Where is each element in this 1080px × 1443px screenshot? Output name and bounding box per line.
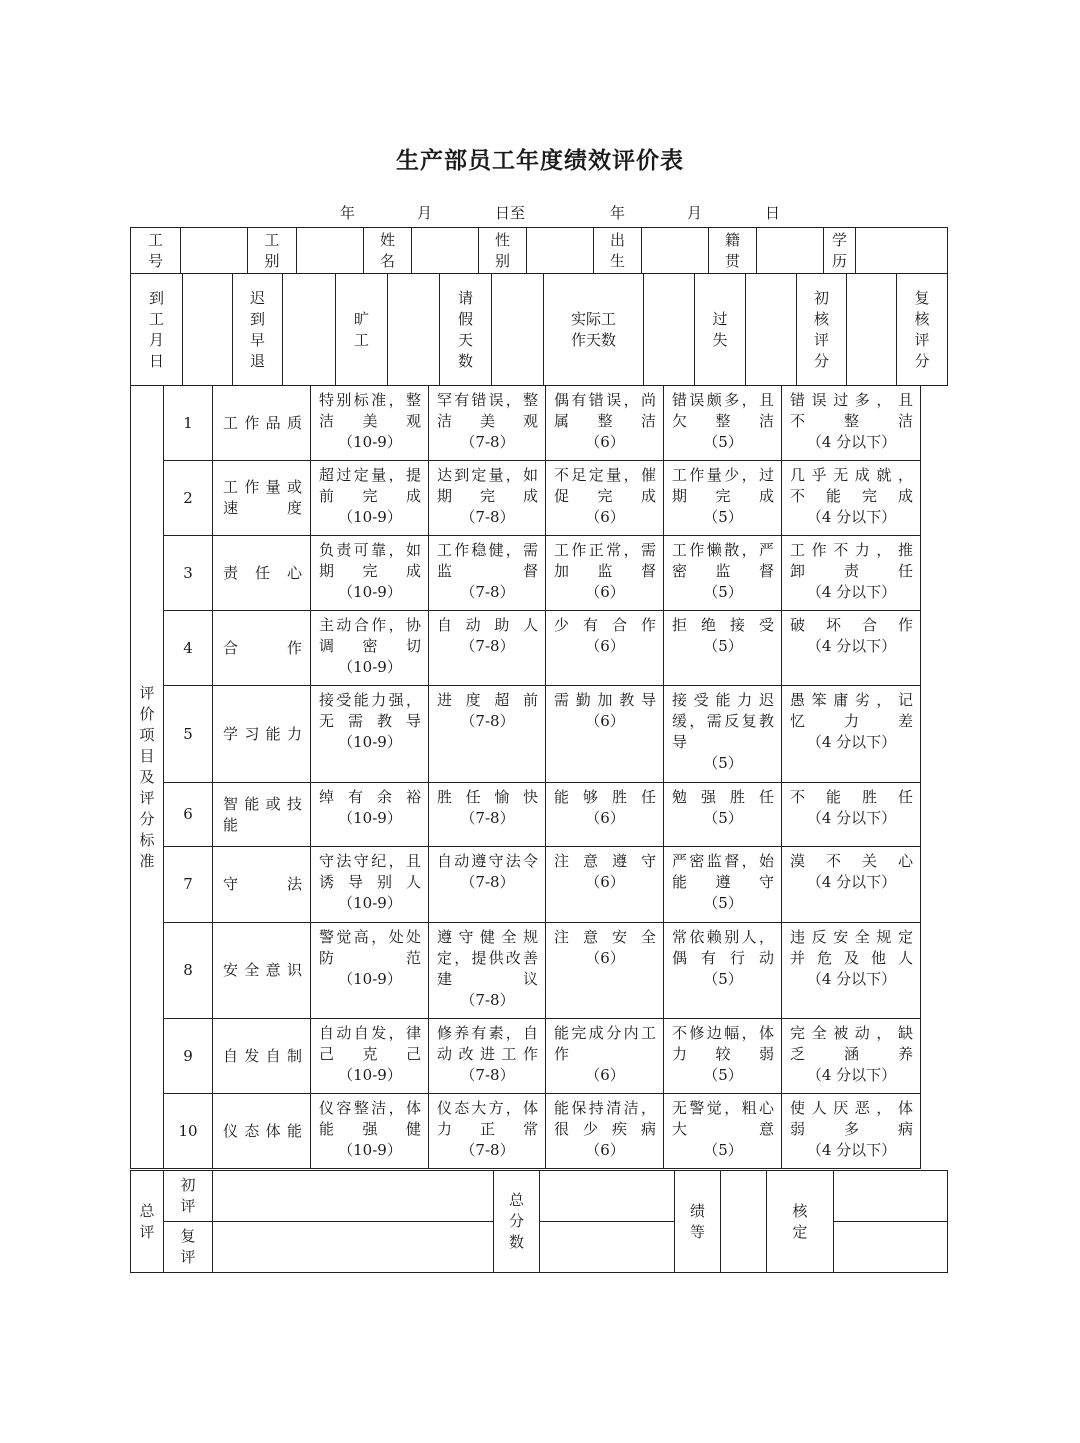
level-description: 自动遵守法令 — [437, 852, 538, 870]
label-fault: 过失 — [695, 274, 746, 386]
level-score: （10-9） — [338, 1141, 402, 1159]
field-employee-id[interactable] — [181, 228, 248, 274]
criteria-number: 2 — [164, 461, 213, 536]
level-score: （6） — [585, 712, 625, 730]
level-score: （4 分以下） — [806, 508, 897, 526]
date-year-from: 年 — [340, 204, 356, 222]
level-score: （10-9） — [338, 508, 402, 526]
field-initial-eval[interactable] — [213, 1171, 494, 1222]
level-description: 不足定量，催 — [554, 466, 656, 484]
criteria-level-cell — [311, 1094, 429, 1169]
level-score: （6） — [585, 809, 625, 827]
level-description: 使人厌恶，体 — [790, 1099, 913, 1117]
level-description: 偶 有 行 动 — [672, 949, 774, 967]
level-description: 洁 美 观 — [319, 412, 421, 430]
criteria-name: 工作品质 — [213, 386, 311, 461]
label-work-type: 工别 — [248, 228, 297, 274]
level-description: 违反安全规定 — [790, 928, 913, 946]
criteria-level-cell — [546, 1094, 664, 1169]
level-score: （4 分以下） — [806, 1066, 897, 1084]
criteria-level-cell — [546, 686, 664, 783]
level-description: 超过定量，提 — [319, 466, 421, 484]
criteria-level-cell — [429, 1019, 546, 1094]
criteria-row — [131, 686, 921, 783]
level-score: （10-9） — [338, 433, 402, 451]
summary-table — [130, 1170, 948, 1273]
level-score: （10-9） — [338, 658, 402, 676]
label-gender: 性别 — [479, 228, 527, 274]
level-score: （5） — [703, 637, 743, 655]
level-score: （6） — [585, 949, 625, 967]
level-description: 并 危 及 他 人 — [790, 949, 913, 967]
level-score: （6） — [585, 1141, 625, 1159]
level-score: （4 分以下） — [806, 637, 897, 655]
level-description: 自动自发，律 — [319, 1024, 421, 1042]
level-description: 常依赖别人， — [672, 928, 774, 946]
field-late-early[interactable] — [283, 274, 336, 386]
label-absent: 旷工 — [336, 274, 388, 386]
level-description: 守法守纪，且 — [319, 852, 421, 870]
level-description: 仪容整洁，体 — [319, 1099, 421, 1117]
level-description: 期 完 成 — [437, 487, 538, 505]
criteria-row — [131, 923, 921, 1019]
criteria-level-cell — [429, 386, 546, 461]
level-description: 不 整 洁 — [790, 412, 913, 430]
field-total-score-2[interactable] — [540, 1222, 675, 1273]
page-title: 生产部员工年度绩效评价表 — [396, 148, 684, 174]
criteria-level-cell — [782, 1019, 921, 1094]
level-score: （5） — [703, 894, 743, 912]
label-employee-id: 工号 — [131, 228, 181, 274]
date-month-to: 月 — [687, 204, 703, 222]
criteria-number: 10 — [164, 1094, 213, 1169]
level-score: （4 分以下） — [806, 809, 897, 827]
level-description: 偶有错误，尚 — [554, 391, 656, 409]
level-description: 遵 守 健 全 规 — [437, 928, 538, 946]
criteria-number: 8 — [164, 923, 213, 1019]
field-name[interactable] — [412, 228, 479, 274]
field-native-place[interactable] — [757, 228, 824, 274]
criteria-number: 5 — [164, 686, 213, 783]
label-grade: 绩等 — [675, 1171, 721, 1273]
field-leave-days[interactable] — [492, 274, 544, 386]
level-description: 工作量少，过 — [672, 466, 774, 484]
date-day-to: 日 — [765, 204, 781, 222]
criteria-level-cell — [546, 386, 664, 461]
level-score: （7-8） — [460, 508, 515, 526]
level-description: 胜任愉快 — [437, 788, 538, 806]
criteria-level-cell — [546, 783, 664, 847]
attendance-table — [130, 273, 948, 386]
criteria-row — [131, 847, 921, 923]
label-overall: 总评 — [131, 1171, 164, 1273]
criteria-name: 守 法 — [213, 847, 311, 923]
field-review-eval[interactable] — [213, 1222, 494, 1273]
level-description: 诱 导 别 人 — [319, 873, 421, 891]
level-description: 能 遵 守 — [672, 873, 774, 891]
level-description: 前 完 成 — [319, 487, 421, 505]
level-score: （7-8） — [460, 583, 515, 601]
level-description: 防 范 — [319, 949, 421, 967]
level-description: 无 需 教 导 — [319, 712, 421, 730]
criteria-level-cell — [664, 847, 782, 923]
label-native-place: 籍贯 — [709, 228, 757, 274]
level-score: （6） — [585, 433, 625, 451]
criteria-row — [131, 783, 921, 847]
level-description: 少有合作 — [554, 616, 656, 634]
level-score: （5） — [703, 508, 743, 526]
criteria-number: 4 — [164, 611, 213, 686]
info-table — [130, 227, 948, 274]
level-description: 大 意 — [672, 1120, 774, 1138]
level-description: 需 勤 加 教 导 — [554, 691, 656, 709]
level-score: （7-8） — [460, 873, 515, 891]
criteria-name: 安全意识 — [213, 923, 311, 1019]
criteria-row — [131, 1019, 921, 1094]
level-score: （4 分以下） — [806, 433, 897, 451]
level-description: 工作不力，推 — [790, 541, 913, 559]
criteria-level-cell — [429, 1094, 546, 1169]
criteria-name: 合 作 — [213, 611, 311, 686]
level-description: 能够胜任 — [554, 788, 656, 806]
level-description: 注意安全 — [554, 928, 656, 946]
level-description: 勉强胜任 — [672, 788, 774, 806]
level-description: 很 少 疾 病 — [554, 1120, 656, 1138]
level-description: 仪态大方，体 — [437, 1099, 538, 1117]
level-description: 工作正常，需 — [554, 541, 656, 559]
criteria-level-cell — [311, 923, 429, 1019]
field-verify-1[interactable] — [834, 1171, 948, 1222]
level-description: 自动助人 — [437, 616, 538, 634]
criteria-level-cell — [782, 847, 921, 923]
label-total-score: 总分数 — [494, 1171, 540, 1273]
criteria-name: 责 任 心 — [213, 536, 311, 611]
level-score: （5） — [703, 1141, 743, 1159]
criteria-level-cell — [311, 847, 429, 923]
criteria-number: 6 — [164, 783, 213, 847]
level-description: 力 较 弱 — [672, 1045, 774, 1063]
field-attendance-days[interactable] — [183, 274, 233, 386]
level-description: 欠 整 洁 — [672, 412, 774, 430]
label-review-score: 复核评分 — [897, 274, 948, 386]
criteria-level-cell — [664, 611, 782, 686]
field-verify-2[interactable] — [834, 1222, 948, 1273]
level-description: 导 — [672, 733, 688, 751]
criteria-level-cell — [664, 461, 782, 536]
criteria-level-cell — [546, 847, 664, 923]
level-description: 作 — [554, 1045, 570, 1063]
level-score: （7-8） — [460, 712, 515, 730]
criteria-level-cell — [429, 536, 546, 611]
level-score: （4 分以下） — [806, 873, 897, 891]
level-description: 完全被动，缺 — [790, 1024, 913, 1042]
criteria-level-cell — [311, 686, 429, 783]
level-score: （10-9） — [338, 583, 402, 601]
level-score: （10-9） — [338, 894, 402, 912]
label-name: 姓名 — [364, 228, 412, 274]
level-score: （10-9） — [338, 809, 402, 827]
field-grade[interactable] — [721, 1171, 767, 1273]
level-description: 能 强 健 — [319, 1120, 421, 1138]
criteria-level-cell — [429, 686, 546, 783]
criteria-name: 学习能力 — [213, 686, 311, 783]
field-initial-score[interactable] — [847, 274, 897, 386]
level-description: 修养有素，自 — [437, 1024, 538, 1042]
level-score: （5） — [703, 809, 743, 827]
criteria-number: 7 — [164, 847, 213, 923]
level-description: 属 整 洁 — [554, 412, 656, 430]
criteria-level-cell — [311, 536, 429, 611]
level-score: （4 分以下） — [806, 733, 897, 751]
criteria-level-cell — [782, 923, 921, 1019]
field-gender[interactable] — [527, 228, 594, 274]
criteria-level-cell — [782, 386, 921, 461]
level-description: 力 正 常 — [437, 1120, 538, 1138]
field-birth[interactable] — [642, 228, 709, 274]
level-description: 进 度 超 前 — [437, 691, 538, 709]
criteria-level-cell — [664, 686, 782, 783]
criteria-number: 1 — [164, 386, 213, 461]
criteria-number: 3 — [164, 536, 213, 611]
field-actual-days[interactable] — [644, 274, 695, 386]
level-description: 漠不关心 — [790, 852, 913, 870]
criteria-level-cell — [664, 536, 782, 611]
level-description: 愚笨庸劣，记 — [790, 691, 913, 709]
level-description: 工作懒散，严 — [672, 541, 774, 559]
level-score: （4 分以下） — [806, 970, 897, 988]
label-birth: 出生 — [594, 228, 642, 274]
field-work-type[interactable] — [297, 228, 364, 274]
level-description: 破坏合作 — [790, 616, 913, 634]
field-fault[interactable] — [746, 274, 797, 386]
level-description: 不能胜任 — [790, 788, 913, 806]
criteria-level-cell — [782, 686, 921, 783]
label-initial-score: 初核评分 — [797, 274, 847, 386]
level-description: 无警觉，粗心 — [672, 1099, 774, 1117]
level-score: （10-9） — [338, 1066, 402, 1084]
level-score: （7-8） — [460, 433, 515, 451]
criteria-name: 仪态体能 — [213, 1094, 311, 1169]
level-description: 监 督 — [437, 562, 538, 580]
label-actual-days: 实际工作天数 — [544, 274, 644, 386]
criteria-level-cell — [782, 783, 921, 847]
criteria-name: 工作量或 速 度 — [213, 461, 311, 536]
level-score: （6） — [585, 583, 625, 601]
level-score: （10-9） — [338, 970, 402, 988]
criteria-level-cell — [429, 611, 546, 686]
field-total-score-1[interactable] — [540, 1171, 675, 1222]
criteria-level-cell — [782, 1094, 921, 1169]
level-description: 定，提供改善 — [437, 949, 538, 967]
criteria-row — [131, 611, 921, 686]
level-score: （6） — [585, 873, 625, 891]
level-score: （4 分以下） — [806, 583, 897, 601]
level-description: 期 完 成 — [319, 562, 421, 580]
level-score: （7-8） — [460, 809, 515, 827]
level-description: 洁 美 观 — [437, 412, 538, 430]
criteria-level-cell — [664, 923, 782, 1019]
criteria-level-cell — [429, 783, 546, 847]
level-score: （6） — [585, 637, 625, 655]
level-description: 卸 责 任 — [790, 562, 913, 580]
level-description: 注意遵守 — [554, 852, 656, 870]
level-description: 密 监 督 — [672, 562, 774, 580]
level-description: 忆 力 差 — [790, 712, 913, 730]
criteria-row — [131, 386, 921, 461]
level-score: （4 分以下） — [806, 1141, 897, 1159]
criteria-level-cell — [546, 536, 664, 611]
label-attendance-days: 到工月日 — [131, 274, 183, 386]
level-description: 己 克 己 — [319, 1045, 421, 1063]
level-description: 绰有余裕 — [319, 788, 421, 806]
level-description: 达到定量，如 — [437, 466, 538, 484]
criteria-level-cell — [664, 1019, 782, 1094]
level-description: 严密监督，始 — [672, 852, 774, 870]
level-description: 不 能 完 成 — [790, 487, 913, 505]
criteria-level-cell — [664, 386, 782, 461]
level-description: 错误过多，且 — [790, 391, 913, 409]
label-initial-eval: 初评 — [164, 1171, 213, 1222]
level-description: 罕有错误，整 — [437, 391, 538, 409]
criteria-number: 9 — [164, 1019, 213, 1094]
level-description: 特别标准，整 — [319, 391, 421, 409]
criteria-level-cell — [664, 1094, 782, 1169]
date-day-from: 日至 — [495, 204, 526, 222]
level-description: 几乎无成就， — [790, 466, 913, 484]
date-month-from: 月 — [417, 204, 433, 222]
level-description: 动 改 进 工 作 — [437, 1045, 538, 1063]
level-description: 接受能力强， — [319, 691, 421, 709]
level-description: 警觉高，处处 — [319, 928, 421, 946]
level-score: （5） — [703, 433, 743, 451]
date-year-to: 年 — [610, 204, 626, 222]
criteria-level-cell — [311, 386, 429, 461]
level-description: 负责可靠，如 — [319, 541, 421, 559]
level-description: 缓，需反复教 — [672, 712, 774, 730]
level-score: （5） — [703, 1066, 743, 1084]
criteria-level-cell — [782, 536, 921, 611]
level-score: （5） — [703, 583, 743, 601]
level-score: （7-8） — [460, 1141, 515, 1159]
level-description: 拒绝接受 — [672, 616, 774, 634]
criteria-row — [131, 536, 921, 611]
label-education: 学历 — [824, 228, 856, 274]
criteria-level-cell — [782, 611, 921, 686]
level-description: 能完成分内工 — [554, 1024, 656, 1042]
criteria-level-cell — [546, 923, 664, 1019]
criteria-name: 智能或技 能 — [213, 783, 311, 847]
level-description: 弱 多 病 — [790, 1120, 913, 1138]
criteria-level-cell — [311, 461, 429, 536]
criteria-level-cell — [311, 783, 429, 847]
criteria-row — [131, 461, 921, 536]
label-late-early: 迟到早退 — [233, 274, 283, 386]
label-review-eval: 复评 — [164, 1222, 213, 1273]
level-score: （7-8） — [460, 991, 515, 1009]
criteria-table — [130, 385, 921, 1169]
level-description: 错误颇多，且 — [672, 391, 774, 409]
criteria-level-cell — [311, 611, 429, 686]
level-description: 调 密 切 — [319, 637, 421, 655]
level-score: （6） — [585, 1066, 625, 1084]
criteria-level-cell — [546, 461, 664, 536]
criteria-level-cell — [546, 611, 664, 686]
level-description: 工作稳健，需 — [437, 541, 538, 559]
level-description: 期 完 成 — [672, 487, 774, 505]
criteria-level-cell — [429, 461, 546, 536]
level-description: 加 监 督 — [554, 562, 656, 580]
field-education[interactable] — [856, 228, 948, 274]
criteria-row — [131, 1094, 921, 1169]
level-score: （6） — [585, 508, 625, 526]
criteria-level-cell — [311, 1019, 429, 1094]
criteria-level-cell — [429, 847, 546, 923]
criteria-level-cell — [664, 783, 782, 847]
level-description: 接受能力迟 — [672, 691, 774, 709]
criteria-level-cell — [782, 461, 921, 536]
level-score: （10-9） — [338, 733, 402, 751]
level-description: 不修边幅，体 — [672, 1024, 774, 1042]
level-description: 建 议 — [437, 970, 538, 988]
label-leave-days: 请假天数 — [440, 274, 492, 386]
level-description: 能保持清洁， — [554, 1099, 656, 1117]
criteria-name: 自发自制 — [213, 1019, 311, 1094]
level-score: （5） — [703, 970, 743, 988]
level-description: 乏 涵 养 — [790, 1045, 913, 1063]
criteria-level-cell — [429, 923, 546, 1019]
level-description: 主动合作，协 — [319, 616, 421, 634]
level-score: （5） — [703, 754, 743, 772]
field-absent[interactable] — [388, 274, 440, 386]
label-verify: 核定 — [767, 1171, 834, 1273]
criteria-level-cell — [546, 1019, 664, 1094]
level-score: （7-8） — [460, 637, 515, 655]
level-score: （7-8） — [460, 1066, 515, 1084]
level-description: 促 完 成 — [554, 487, 656, 505]
section-label: 评价项目及评分标准 — [131, 386, 164, 1169]
